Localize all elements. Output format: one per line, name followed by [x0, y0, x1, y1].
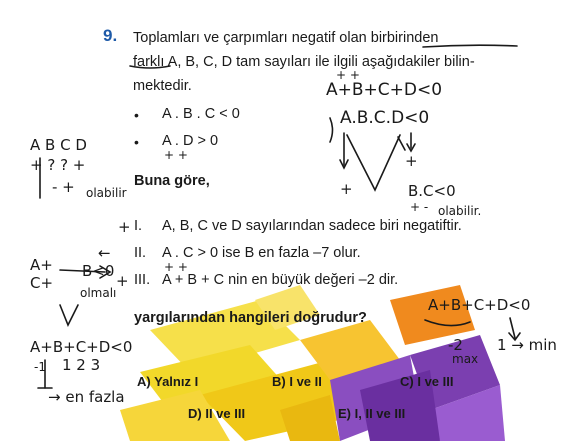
choice-text: Yalnız I — [154, 374, 199, 389]
choice-letter: D) — [188, 406, 202, 421]
hw-left-abcd: A B C D — [30, 136, 87, 154]
hw-product: A.B.C.D<0 — [340, 108, 430, 128]
hw-bc-signs: + - — [410, 200, 429, 214]
hw-cond2-signs: + + — [164, 148, 188, 162]
statement-II-roman: II. — [134, 245, 147, 261]
statement-I-roman: I. — [134, 218, 143, 234]
choice-text: I ve III — [417, 374, 454, 389]
hw-max: max — [452, 352, 479, 366]
hw-minus-one: -1 — [34, 360, 46, 374]
hw-iii-signs: + + — [164, 260, 188, 274]
choice-letter: C) — [400, 374, 414, 389]
hw-mark-I: + — [118, 218, 131, 236]
hw-olmali: olmalı — [80, 286, 117, 300]
hw-top-signs: + + — [336, 68, 360, 82]
condition-2: A . D > 0 — [162, 133, 219, 149]
hw-olabilir-2: olabilir. — [438, 204, 482, 218]
statement-III-roman: III. — [134, 272, 151, 288]
choice-text: II ve III — [205, 406, 246, 421]
choice-letter: A) — [137, 374, 151, 389]
choice-A[interactable] — [137, 374, 198, 389]
question-number: 9. — [103, 26, 118, 45]
hw-sum-left: A+B+C+D<0 — [30, 338, 133, 356]
hw-olabilir-1: olabilir — [86, 186, 127, 200]
statement-II-text: A . C > 0 ise B en fazla –7 olur. — [162, 245, 361, 261]
choice-text: I, II ve III — [354, 406, 406, 421]
question-stem-line-3: mektedir. — [133, 78, 192, 94]
statement-III-text: A + B + C nin en büyük değeri –2 dir. — [162, 272, 399, 288]
question-stem-line-2: farklı A, B, C, D tam sayıları ile ilgili aşağıdakiler bilin- — [133, 54, 475, 70]
prompt-text: Buna göre, — [134, 173, 210, 189]
hw-prod-plus: + — [405, 152, 418, 170]
hw-digits: 1 2 3 — [62, 356, 101, 374]
hw-b-lt0: B<0 — [82, 262, 115, 280]
choice-D[interactable] — [188, 406, 245, 421]
hw-bc: B.C<0 — [408, 182, 456, 200]
condition-1: A . B . C < 0 — [162, 106, 240, 122]
choice-letter: B) — [272, 374, 286, 389]
hw-left-plus: + — [340, 180, 353, 198]
statement-I-text: A, B, C ve D sayılarından sadece biri negatiftir. — [162, 218, 462, 234]
choice-E[interactable] — [338, 406, 405, 421]
choice-letter: E) — [338, 406, 351, 421]
hw-one-min: 1 → min — [497, 336, 557, 354]
bullet-2: • — [134, 134, 139, 150]
hw-left-row3: - + — [52, 178, 75, 196]
hw-arrow-II: ← — [98, 244, 111, 262]
choice-C[interactable] — [400, 374, 453, 389]
hw-enfazla: → en fazla — [48, 388, 125, 406]
hw-top-sum: A+B+C+D<0 — [326, 80, 443, 100]
choice-B[interactable] — [272, 374, 322, 389]
bullet-1: • — [134, 107, 139, 123]
hw-ac-2: C+ — [30, 274, 54, 292]
hw-neg-two: -2 — [448, 336, 463, 354]
choice-text: I ve II — [289, 374, 322, 389]
hw-left-row2: + ? ? + — [30, 156, 86, 174]
hw-mark-III: + — [116, 272, 129, 290]
hw-sum-right: A+B+C+D<0 — [428, 296, 531, 314]
hw-ac-1: A+ — [30, 256, 53, 274]
question-text: yargılarından hangileri doğrudur? — [134, 310, 367, 326]
question-stem-line-1: Toplamları ve çarpımları negatif olan birbirinden — [133, 30, 439, 46]
